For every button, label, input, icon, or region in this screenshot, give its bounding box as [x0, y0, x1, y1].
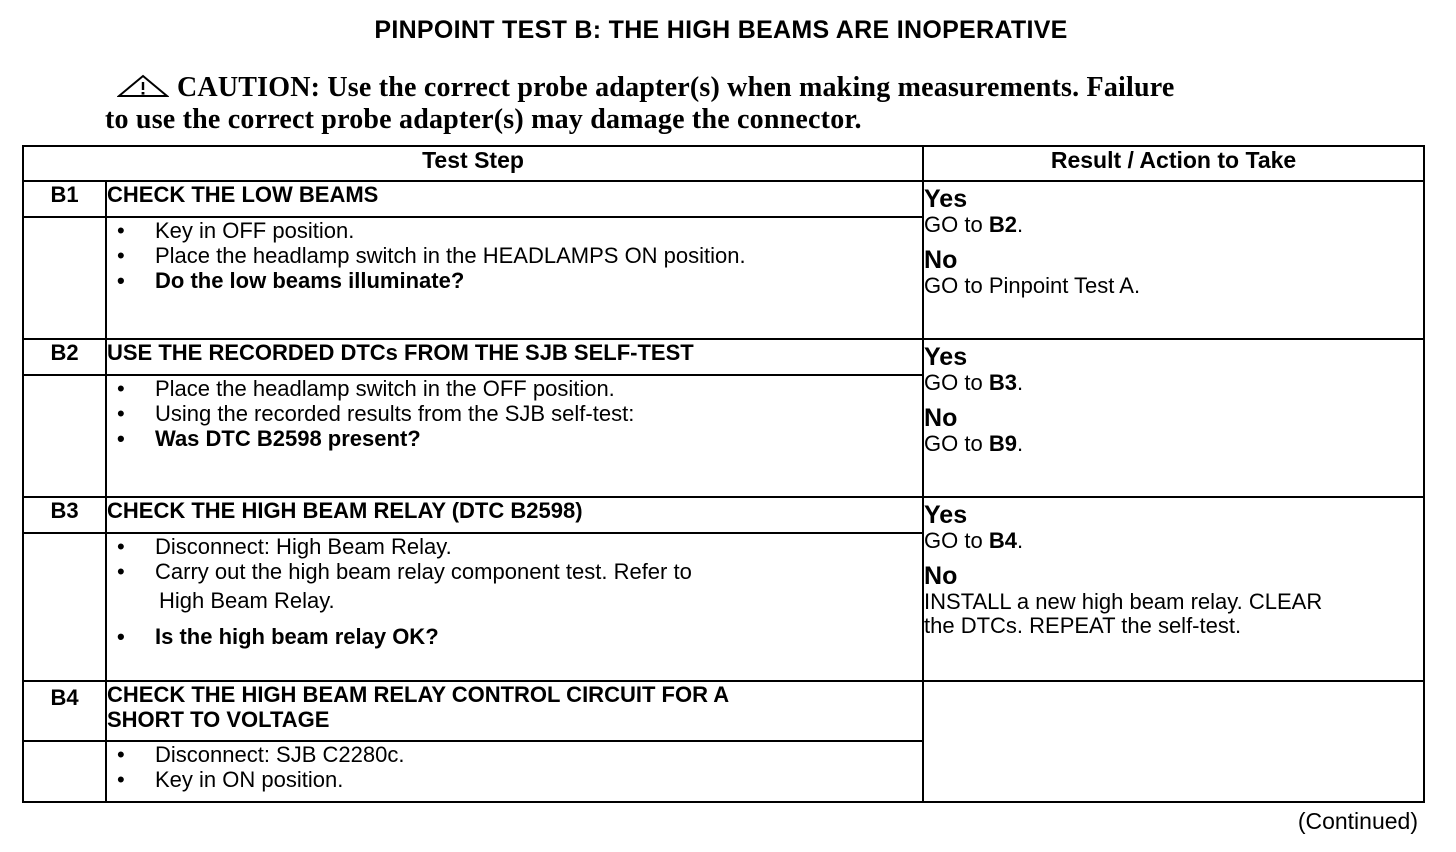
- step-question: • Was DTC B2598 present?: [117, 426, 421, 451]
- header-result: Result / Action to Take: [923, 146, 1424, 181]
- step-title-line2: SHORT TO VOLTAGE: [107, 707, 330, 732]
- step-title-line1: CHECK THE HIGH BEAM RELAY CONTROL CIRCUIT FOR A: [107, 682, 730, 707]
- list-item: • Carry out the high beam relay component test. Refer to High Beam Relay.: [107, 559, 922, 613]
- reference-link[interactable]: High Beam Relay.: [159, 588, 335, 613]
- no-label: No: [924, 404, 958, 432]
- page-title: PINPOINT TEST B: THE HIGH BEAMS ARE INOPERATIVE: [374, 16, 1068, 44]
- yes-target-link[interactable]: B4: [988, 528, 1017, 553]
- caution-text-line2: to use the correct probe adapter(s) may damage the connector.: [105, 104, 862, 135]
- step-b3-title-row: [23, 497, 1424, 533]
- list-item: • Key in OFF position.: [117, 218, 355, 243]
- step-instructions: [107, 742, 922, 792]
- step-b1-title-row: [23, 181, 1424, 217]
- step-title: USE THE RECORDED DTCs FROM THE SJB SELF-TEST: [106, 339, 923, 375]
- no-target-link[interactable]: B9: [988, 431, 1017, 456]
- list-item: • Key in ON position.: [117, 767, 344, 792]
- list-item: • Disconnect: SJB C2280c.: [117, 742, 405, 767]
- yes-label: Yes: [924, 343, 968, 371]
- no-label: No: [924, 562, 958, 590]
- list-item: • Using the recorded results from the SJB self-test:: [117, 401, 635, 426]
- step-id: B3: [23, 497, 106, 533]
- step-b1-result: Yes GO to B2. No GO to Pinpoint Test A.: [923, 181, 1424, 339]
- no-action-line1: INSTALL a new high beam relay. CLEAR: [924, 589, 1323, 614]
- step-id: B2: [23, 339, 106, 375]
- no-action: GO to Pinpoint Test A.: [924, 273, 1141, 298]
- step-b2-result: Yes GO to B3. No GO to B9.: [923, 339, 1424, 497]
- step-title: CHECK THE LOW BEAMS: [106, 181, 923, 217]
- pinpoint-test-table: [22, 145, 1425, 803]
- yes-label: Yes: [924, 501, 968, 529]
- step-instructions: [107, 218, 922, 293]
- no-action-line2: the DTCs. REPEAT the self-test.: [924, 613, 1242, 638]
- table-header-row: [23, 146, 1424, 181]
- step-b4-title-row: [23, 681, 1424, 741]
- step-title: CHECK THE HIGH BEAM RELAY (DTC B2598): [106, 497, 923, 533]
- step-b4-result: [923, 681, 1424, 802]
- list-item: • Disconnect: High Beam Relay.: [117, 534, 452, 559]
- yes-target-link[interactable]: B3: [988, 370, 1017, 395]
- list-item: • Place the headlamp switch in the HEADLAMPS ON position.: [117, 243, 746, 268]
- header-test-step: Test Step: [23, 146, 923, 181]
- step-b3-result: Yes GO to B4. No INSTALL a new high beam relay. CLEAR the DTCs. REPEAT the self-test.: [923, 497, 1424, 681]
- caution-notice: [105, 72, 1335, 136]
- continued-note: (Continued): [1297, 808, 1418, 834]
- yes-action: GO to: [924, 212, 983, 237]
- step-instructions: [107, 534, 922, 649]
- step-question: • Do the low beams illuminate?: [117, 268, 465, 293]
- yes-target-link[interactable]: B2: [988, 212, 1017, 237]
- step-id: B4: [23, 681, 106, 741]
- step-b2-title-row: [23, 339, 1424, 375]
- list-item: • Place the headlamp switch in the OFF position.: [117, 376, 615, 401]
- step-id: B1: [23, 181, 106, 217]
- yes-action: GO to: [924, 370, 983, 395]
- no-action: GO to: [924, 431, 983, 456]
- caution-text-line1: Use the correct probe adapter(s) when making measurements. Failure: [327, 72, 1175, 103]
- step-instructions: [107, 376, 922, 451]
- step-question: • Is the high beam relay OK?: [117, 624, 439, 649]
- warning-triangle-icon: [117, 74, 169, 98]
- no-label: No: [924, 246, 958, 274]
- caution-label: CAUTION:: [177, 72, 321, 103]
- yes-action: GO to: [924, 528, 983, 553]
- yes-label: Yes: [924, 185, 968, 213]
